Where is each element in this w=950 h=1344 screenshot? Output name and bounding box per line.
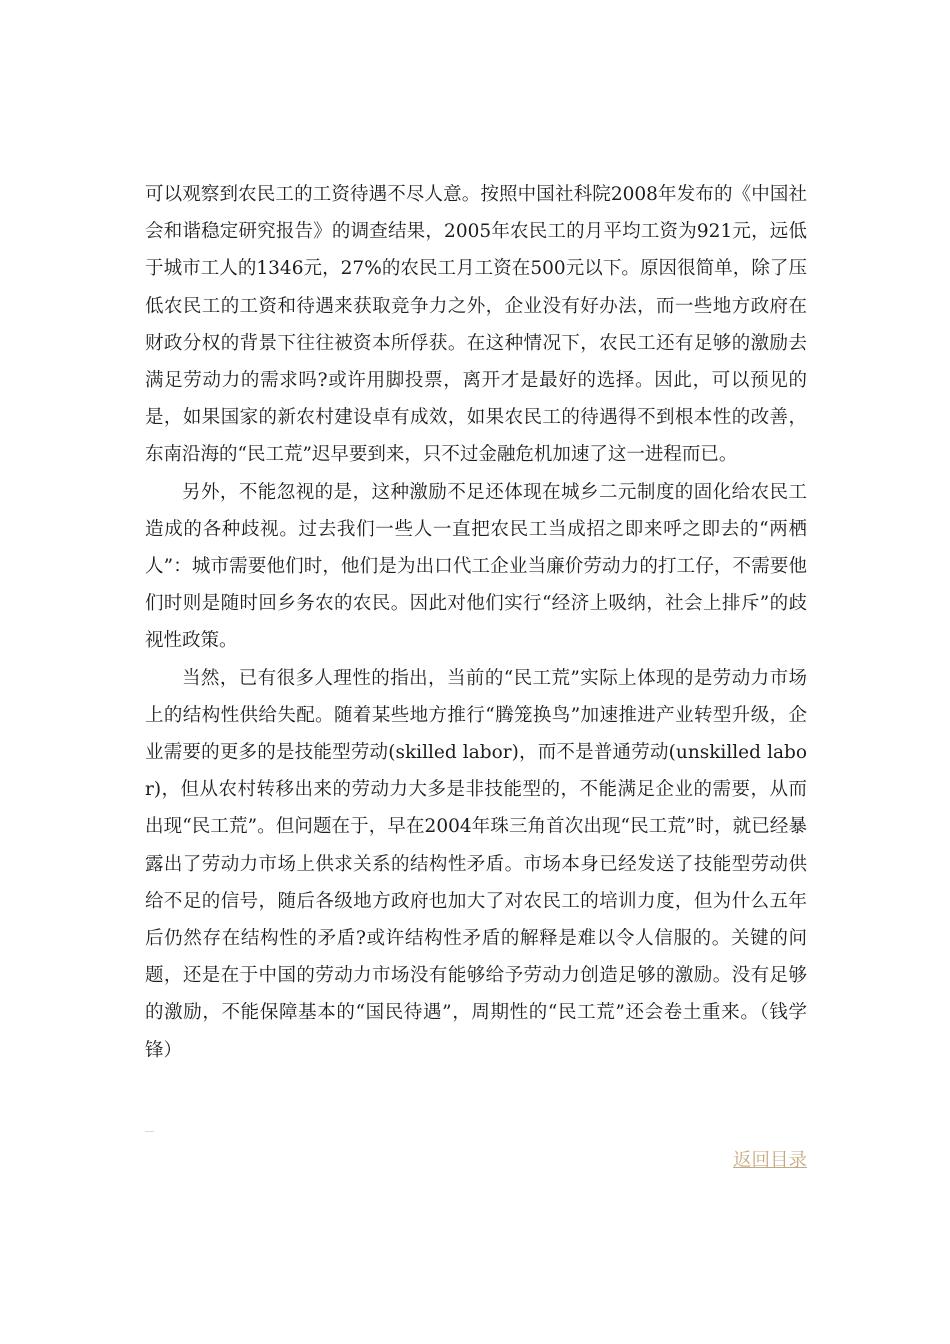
paragraph-discrimination: 另外，不能忽视的是，这种激励不足还体现在城乡二元制度的固化给农民工造成的各种歧视。过去我们一些人一直把农民工当成招之即来呼之即去的“两栖人”：城市需要他们时，他们是为出口代工企业当廉价劳动力的打工仔，不需要他们时则是随时回乡务农的农民。因此对他们实行“经济上吸纳，社会上排斥”的歧视性政策。 <box>145 481 807 652</box>
paragraph-structural-mismatch: 当然，已有很多人理性的指出，当前的“民工荒”实际上体现的是劳动力市场上的结构性供给失配。随着某些地方推行“腾笼换鸟”加速推进产业转型升级，企业需要的更多的是技能型劳动(skilled labor)，而不是普通劳动(unskilled labor)，但从农村转移出来的劳动力大多是非技能型的，不能满足企业的需要，从而出现“民工荒”。但问题在于，早在2004年珠三角首次出现“民工荒”时，就已经暴露出了劳动力市场上供求关系的结构性矛盾。市场本身已经发送了技能型劳动供给不足的信号，随后各级地方政府也加大了对农民工的培训力度，但为什么五年后仍然存在结构性的矛盾?或许结构性矛盾的解释是难以令人信服的。关键的问题，还是在于中国的劳动力市场没有能够给予劳动力创造足够的激励。没有足够的激励，不能保障基本的“国民待遇”，周期性的“民工荒”还会卷土重来。（钱学锋） <box>145 667 807 1061</box>
article-body <box>145 176 807 1069</box>
paragraph-continuation: 可以观察到农民工的工资待遇不尽人意。按照中国社科院2008年发布的《中国社会和谐稳定研究报告》的调查结果，2005年农民工的月平均工资为921元，远低于城市工人的1346元，27%的农民工月工资在500元以下。原因很简单，除了压低农民工的工资和待遇来获取竞争力之外，企业没有好办法，而一些地方政府在财政分权的背景下往往被资本所俘获。在这种情况下，农民工还有足够的激励去满足劳动力的需求吗?或许用脚投票，离开才是最好的选择。因此，可以预见的是，如果国家的新农村建设卓有成效，如果农民工的待遇得不到根本性的改善，东南沿海的“民工荒”迟早要到来，只不过金融危机加速了这一进程而已。 <box>145 184 807 466</box>
footnote-divider <box>145 1131 154 1132</box>
back-to-toc-link[interactable]: 返回目录 <box>732 1150 807 1171</box>
